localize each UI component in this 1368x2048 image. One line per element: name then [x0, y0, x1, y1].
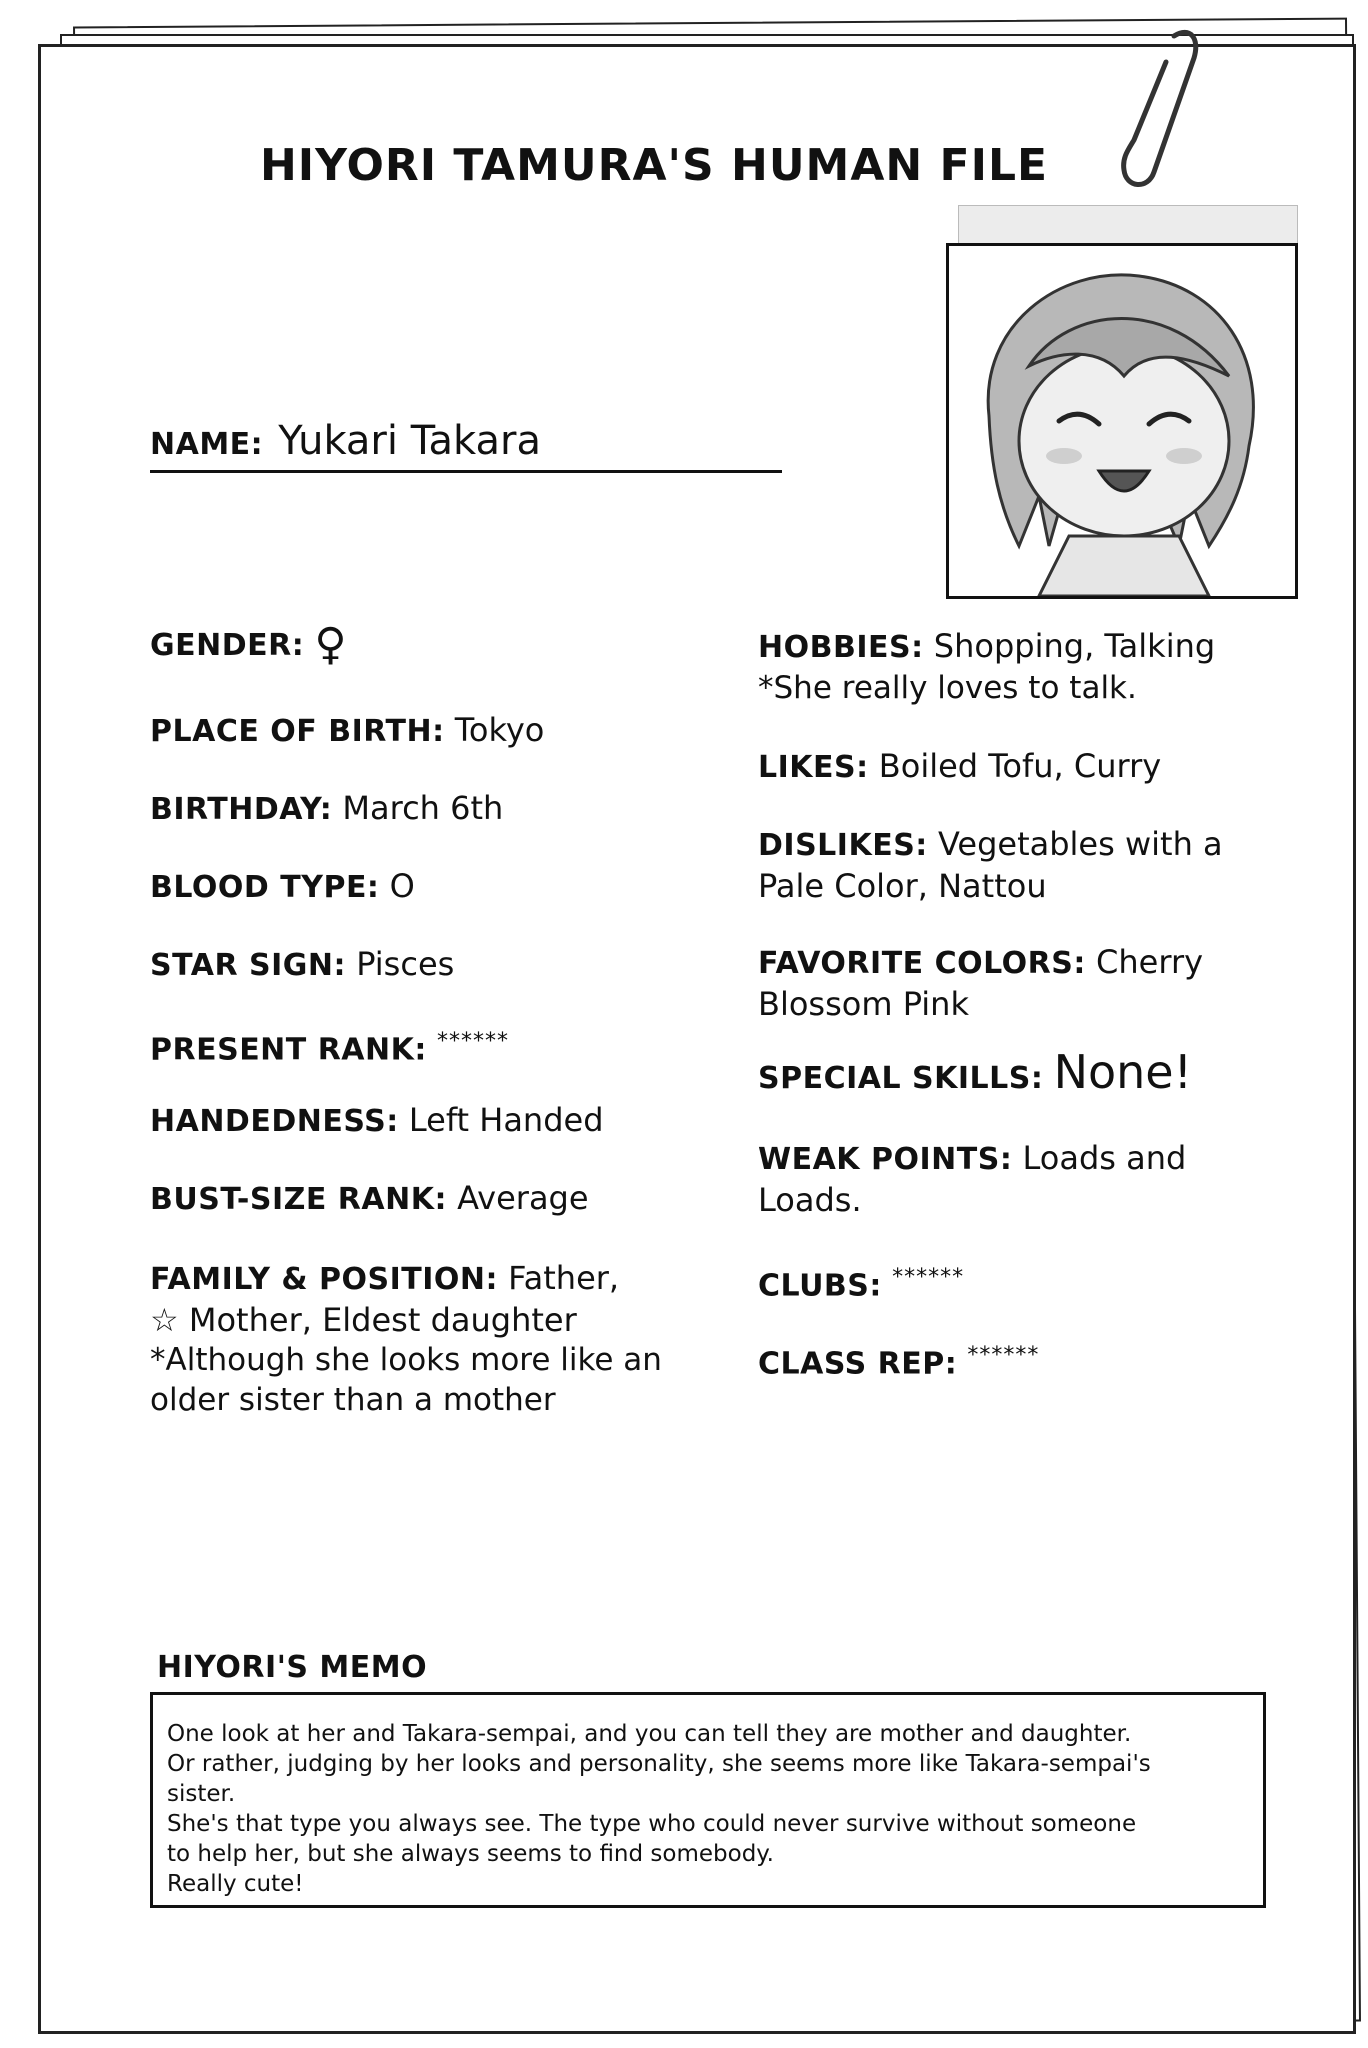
favorite-colors-value: Cherry — [1096, 943, 1204, 981]
dislikes-label: DISLIKES: — [758, 828, 928, 863]
handedness-label: HANDEDNESS: — [150, 1104, 399, 1139]
family-position-note: *Although she looks more like an — [150, 1342, 662, 1378]
hobbies-field — [758, 626, 1318, 708]
dislikes-value-line2: Pale Color, Nattou — [758, 867, 1047, 905]
bust-size-rank-label: BUST-SIZE RANK: — [150, 1182, 447, 1217]
class-rep-value: ****** — [967, 1343, 1040, 1368]
likes-label: LIKES: — [758, 750, 869, 785]
handedness-field — [150, 1100, 730, 1142]
blood-type-label: BLOOD TYPE: — [150, 870, 380, 905]
blood-type-field — [150, 866, 730, 908]
birthday-field — [150, 788, 730, 830]
likes-field — [758, 746, 1318, 788]
place-of-birth-value: Tokyo — [454, 711, 545, 749]
likes-value: Boiled Tofu, Curry — [878, 747, 1162, 785]
class-rep-field — [758, 1336, 1318, 1385]
name-value: Yukari Takara — [278, 418, 541, 464]
family-position-value: Father, — [508, 1259, 620, 1297]
class-rep-label: CLASS REP: — [758, 1346, 958, 1382]
hobbies-value: Shopping, Talking — [933, 627, 1216, 665]
memo-line: sister. — [167, 1781, 236, 1807]
special-skills-label: SPECIAL SKILLS: — [758, 1061, 1044, 1096]
portrait-image — [946, 243, 1298, 599]
page-title: HIYORI TAMURA'S HUMAN FILE — [259, 140, 1049, 191]
favorite-colors-field — [758, 942, 1318, 1024]
hobbies-note: *She really loves to talk. — [758, 670, 1137, 706]
place-of-birth-field — [150, 710, 730, 752]
special-skills-field — [758, 1045, 1318, 1099]
weak-points-value: Loads and — [1022, 1139, 1187, 1177]
favorite-colors-label: FAVORITE COLORS: — [758, 946, 1086, 981]
family-position-note-line2: older sister than a mother — [150, 1382, 556, 1418]
weak-points-value-line2: Loads. — [758, 1181, 862, 1219]
favorite-colors-value-line2: Blossom Pink — [758, 985, 969, 1023]
blood-type-value: O — [389, 867, 415, 905]
name-label: NAME: — [150, 427, 264, 462]
birthday-value: March 6th — [342, 789, 504, 827]
clubs-label: CLUBS: — [758, 1268, 882, 1304]
chibi-character-illustration — [949, 246, 1295, 596]
star-sign-value: Pisces — [356, 945, 455, 983]
star-sign-label: STAR SIGN: — [150, 948, 347, 983]
gender-value: ♀ — [314, 619, 347, 670]
special-skills-value: None! — [1053, 1045, 1193, 1099]
weak-points-label: WEAK POINTS: — [758, 1142, 1013, 1177]
memo-title: HIYORI'S MEMO — [157, 1650, 428, 1685]
dislikes-value: Vegetables with a — [937, 825, 1223, 863]
memo-line: She's that type you always see. The type who could never survive without someone — [167, 1811, 1137, 1837]
memo-line: One look at her and Takara-sempai, and you can tell they are mother and daughter. — [167, 1721, 1132, 1747]
gender-field — [150, 619, 730, 670]
handedness-value: Left Handed — [408, 1101, 604, 1139]
present-rank-field — [150, 1022, 730, 1071]
weak-points-field — [758, 1138, 1318, 1220]
family-position-value-line2: ☆ Mother, Eldest daughter — [150, 1301, 577, 1339]
family-position-field — [150, 1258, 730, 1420]
gender-label: GENDER: — [150, 628, 305, 663]
family-position-label: FAMILY & POSITION: — [150, 1262, 498, 1297]
hobbies-label: HOBBIES: — [758, 630, 924, 665]
bust-size-rank-value: Average — [457, 1179, 589, 1217]
dislikes-field — [758, 824, 1318, 906]
birthday-label: BIRTHDAY: — [150, 792, 333, 827]
memo-line: Really cute! — [167, 1871, 304, 1897]
memo-box — [150, 1692, 1266, 1908]
memo-line: Or rather, judging by her looks and personality, she seems more like Takara-sempai's — [167, 1751, 1151, 1777]
name-field — [150, 418, 782, 473]
place-of-birth-label: PLACE OF BIRTH: — [150, 714, 445, 749]
bust-size-rank-field — [150, 1178, 730, 1220]
clubs-value: ****** — [892, 1265, 965, 1290]
clubs-field — [758, 1258, 1318, 1307]
present-rank-value: ****** — [437, 1029, 510, 1054]
present-rank-label: PRESENT RANK: — [150, 1032, 427, 1068]
memo-line: to help her, but she always seems to find somebody. — [167, 1841, 774, 1867]
star-sign-field — [150, 944, 730, 986]
